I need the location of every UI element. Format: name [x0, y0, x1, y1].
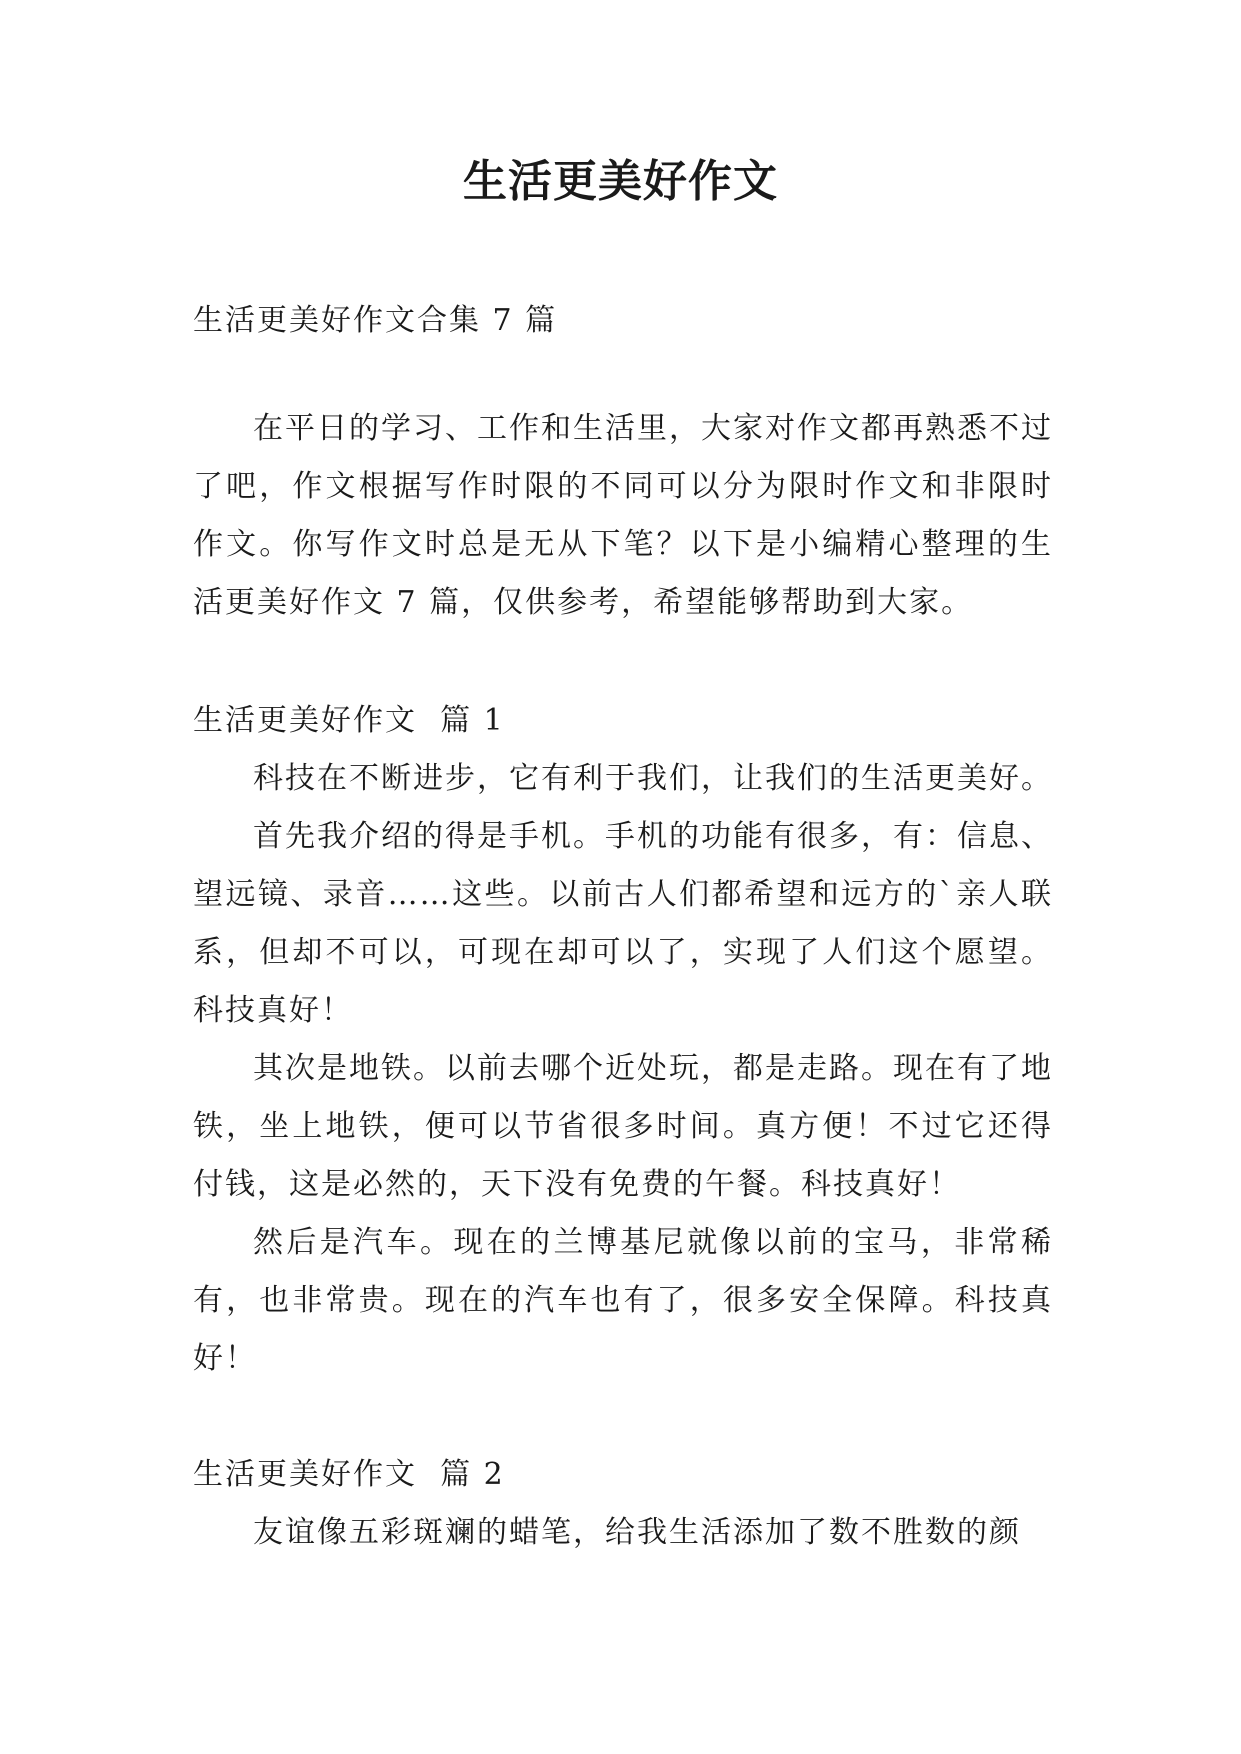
- document-title: 生活更美好作文: [463, 156, 778, 207]
- section-paragraph: 科技在不断进步，它有利于我们，让我们的生活更美好。: [253, 761, 1053, 796]
- document-body: [193, 292, 1053, 1562]
- section-paragraph: 首先我介绍的得是手机。手机的功能有很多，有：信息、望远镜、录音……这些。以前古人们都希望和远方的`亲人联系，但却不可以，可现在却可以了，实现了人们这个愿望。科技真好！: [193, 819, 1053, 1028]
- intro-paragraph: 在平日的学习、工作和生活里，大家对作文都再熟悉不过了吧，作文根据写作时限的不同可以分为限时作文和非限时作文。你写作文时总是无从下笔？以下是小编精心整理的生活更美好作文 7 篇，仅供参考，希望能够帮助到大家。: [193, 411, 1053, 620]
- essay-section-2: [193, 1446, 1053, 1562]
- section-heading: 生活更美好作文 篇 1: [193, 703, 505, 738]
- section-heading: 生活更美好作文 篇 2: [193, 1457, 505, 1492]
- section-paragraph: 然后是汽车。现在的兰博基尼就像以前的宝马，非常稀有，也非常贵。现在的汽车也有了，很多安全保障。科技真好！: [193, 1225, 1053, 1376]
- essay-section-1: [193, 692, 1053, 1388]
- document-subtitle: 生活更美好作文合集 7 篇: [193, 303, 558, 338]
- section-paragraph: 友谊像五彩斑斓的蜡笔，给我生活添加了数不胜数的颜: [253, 1515, 1021, 1550]
- section-paragraph: 其次是地铁。以前去哪个近处玩，都是走路。现在有了地铁，坐上地铁，便可以节省很多时间。真方便！不过它还得付钱，这是必然的，天下没有免费的午餐。科技真好！: [193, 1051, 1053, 1202]
